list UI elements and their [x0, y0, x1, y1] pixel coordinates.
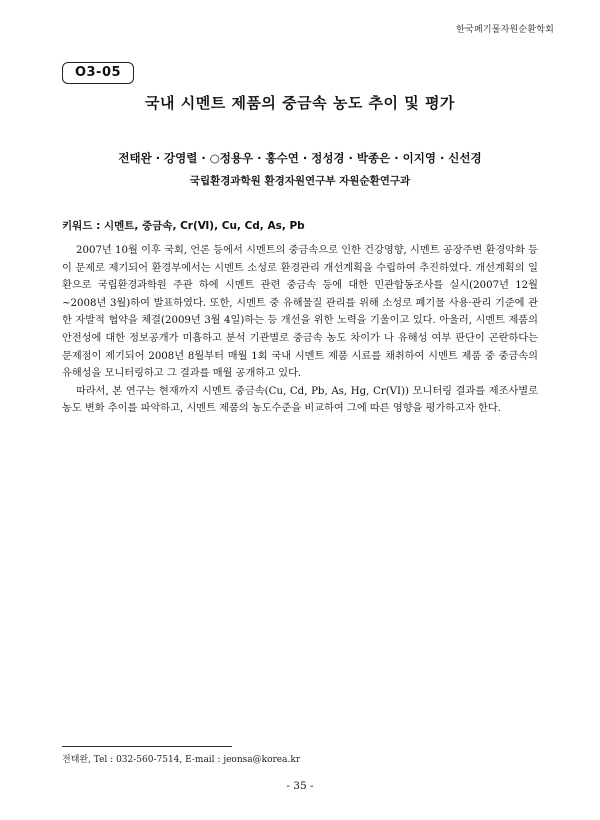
header-organization: 한국폐기물자원순환학회	[456, 25, 554, 35]
session-code-badge: O3-05	[62, 62, 134, 84]
abstract-body	[62, 242, 538, 418]
paper-title: 국내 시멘트 제품의 중금속 농도 추이 및 평가	[145, 94, 455, 112]
body-paragraph-1: 2007년 10월 이후 국회, 언론 등에서 시멘트의 중금속으로 인한 건강영향, 시멘트 공장주변 환경악화 등이 문제로 제기되어 환경부에서는 시멘트 소성로 환경관리 개선계획을 수립하여 추진하였다. 개선계획의 일환으로 국립환경과학원 주관 하에 시멘트 관련 중금속 등에 대한 민관합동조사를 실시(2007년 12월~2008년 3월)하여 발표하였다. 또한, 시멘트 중 유해물질 관리를 위해 소성로 폐기물 사용·관리 기준에 관한 자발적 협약을 체결(2009년 3월 4일)하는 등 개선을 위한 노력을 기울이고 있다. 아울러, 시멘트 제품의 안전성에 대한 정보공개가 미흡하고 분석 기관별로 중금속 농도 차이가 나 유해성 여부 판단이 곤란하다는 문제점이 제기되어 2008년 8월부터 매월 1회 국내 시멘트 제품 시료를 채취하여 시멘트 제품 중 중금속의 유해성을 모니터링하고 그 결과를 매월 공개하고 있다.	[62, 245, 538, 380]
page-number: - 35 -	[286, 780, 314, 792]
footnote-divider	[62, 746, 232, 747]
keywords: 키워드 : 시멘트, 중금속, Cr(Ⅵ), Cu, Cd, As, Pb	[62, 220, 305, 232]
author-list: 전태완 · 강영렬 · ○정용우 · 홍수연 · 정성경 · 박종은 · 이지영 · 신선경	[118, 151, 482, 165]
corresponding-author-footnote: 전태완, Tel : 032-560-7514, E-mail : jeonsa@korea.kr	[62, 755, 301, 765]
body-paragraph-2: 따라서, 본 연구는 현재까지 시멘트 중금속(Cu, Cd, Pb, As, Hg, Cr(VI)) 모니터링 결과를 제조사별로 농도 변화 추이를 파악하고, 시멘트 제품의 농도수준을 비교하여 그에 따른 영향을 평가하고자 한다.	[62, 385, 538, 415]
author-affiliation: 국립환경과학원 환경자원연구부 자원순환연구과	[189, 175, 411, 187]
